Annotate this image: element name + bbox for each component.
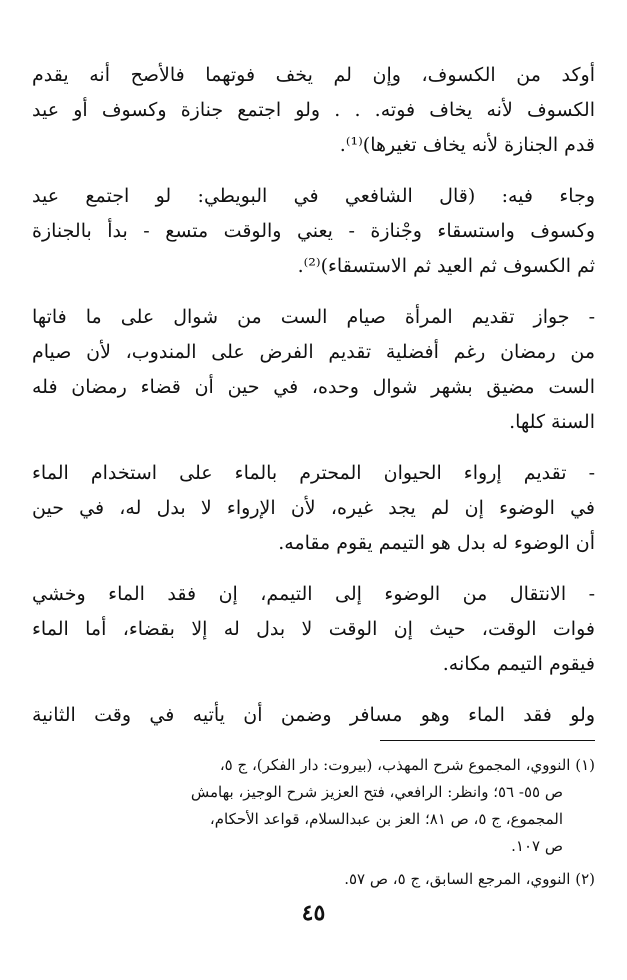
text-line: قدم الجنازة لأنه يخاف تغيرها)⁽¹⁾. <box>339 134 595 156</box>
text-line: ثم الكسوف ثم العيد ثم الاستسقاء)⁽²⁾. <box>297 255 595 277</box>
paragraph <box>32 58 595 163</box>
footnote <box>32 752 595 860</box>
text-line: وجاء فيه: (قال الشافعي في البويطي: لو اجتمع عيد <box>32 185 595 207</box>
paragraph <box>32 179 595 284</box>
footnote-line: ص ٥٥- ٥٦؛ وانظر: الرافعي، فتح العزيز شرح الوجيز، بهامش <box>190 783 563 801</box>
main-text <box>32 58 595 749</box>
page-number: ٤٥ <box>301 900 326 926</box>
footnotes <box>32 752 595 899</box>
paragraph <box>32 300 595 440</box>
footnote-line: ص ١٠٧. <box>511 837 563 855</box>
footnote-line: المجموع، ج ٥، ص ٨١؛ العز بن عبدالسلام، قواعد الأحكام، <box>209 810 563 828</box>
paragraph <box>32 456 595 561</box>
text-line: أن الوضوء له بدل هو التيمم يقوم مقامه. <box>278 532 595 554</box>
text-line: أوكد من الكسوف، وإن لم يخف فوتهما فالأصح أنه يقدم <box>32 64 595 86</box>
paragraph <box>32 577 595 682</box>
paragraph <box>32 698 595 733</box>
text-line: وكسوف واستسقاء وجْنازة - يعني والوقت متسع - بدأ بالجنازة <box>32 220 595 242</box>
text-line: - تقديم إرواء الحيوان المحترم بالماء على استخدام الماء <box>32 462 595 484</box>
text-line: من رمضان رغم أفضلية تقديم الفرض على المندوب، لأن صيام <box>32 341 595 363</box>
text-line: السنة كلها. <box>509 411 595 433</box>
text-line: فوات الوقت، حيث إن الوقت لا بدل له إلا بقضاء، أما الماء <box>32 618 595 640</box>
text-line: ولو فقد الماء وهو مسافر وضمن أن يأتيه في وقت الثانية <box>32 704 595 726</box>
text-line: فيقوم التيمم مكانه. <box>442 653 595 675</box>
text-line: الكسوف لأنه يخاف فوته. . . ولو اجتمع جنازة وكسوف أو عيد <box>32 99 595 121</box>
footnote-line: (٢) النووي، المرجع السابق، ج ٥، ص ٥٧. <box>344 870 595 888</box>
footnote-line: (١) النووي، المجموع شرح المهذب، (بيروت: دار الفكر)، ج ٥، <box>219 756 595 774</box>
text-line: في الوضوء إن لم يجد غيره، لأن الإرواء لا بدل له، في حين <box>32 497 595 519</box>
text-line: - جواز تقديم المرأة صيام الست من شوال على ما فاتها <box>32 306 595 328</box>
footnote <box>32 866 595 893</box>
footnote-separator <box>380 740 595 741</box>
text-line: الست مضيق بشهر شوال وحده، في حين أن قضاء رمضان فله <box>32 376 595 398</box>
text-line: - الانتقال من الوضوء إلى التيمم، إن فقد الماء وخشي <box>32 583 595 605</box>
